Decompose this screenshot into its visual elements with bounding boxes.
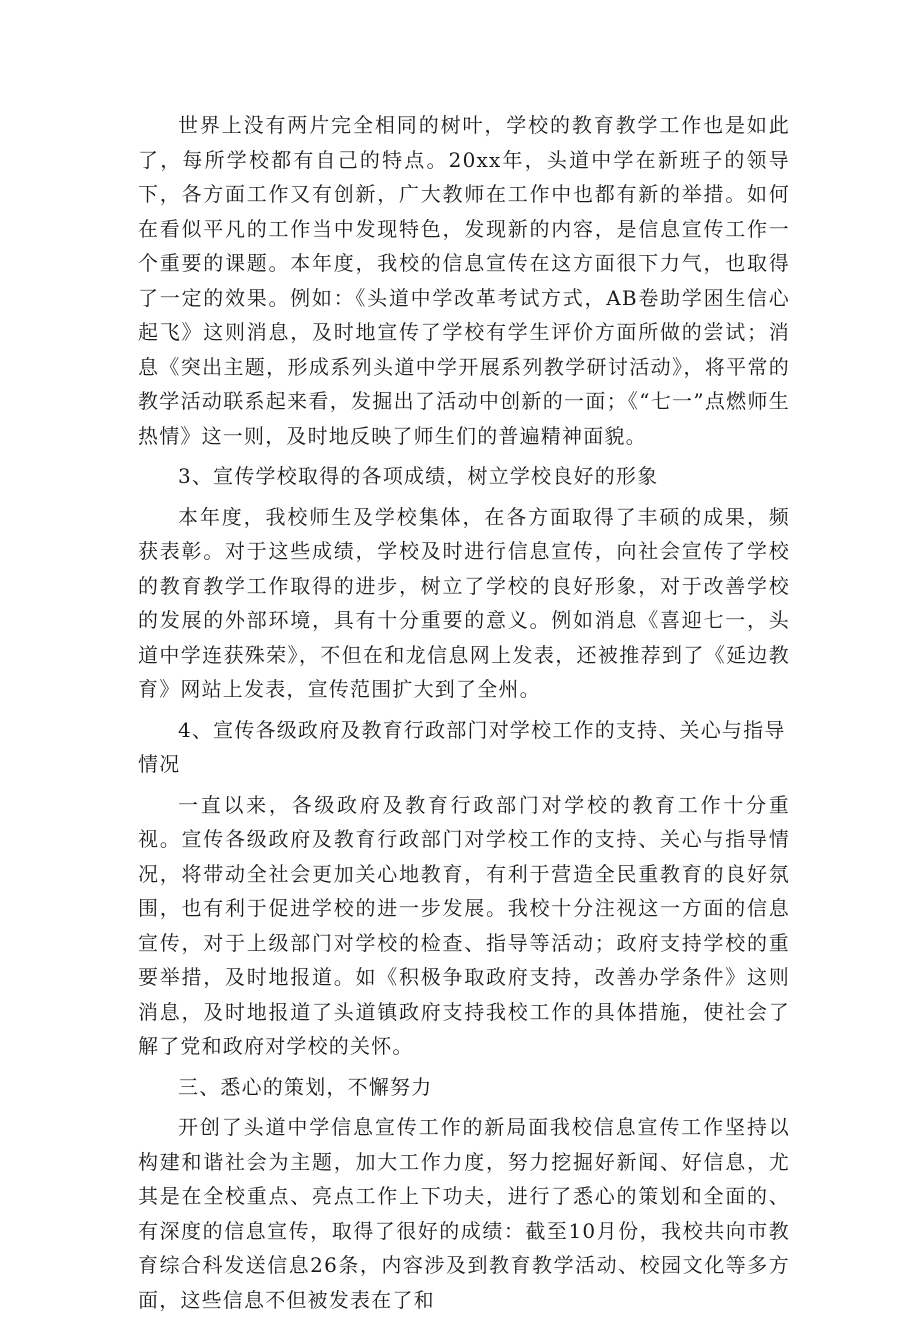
document-body — [138, 108, 790, 1317]
section-heading: 三、悉心的策划，不懈努力 — [178, 1074, 433, 1099]
section-heading: 3、宣传学校取得的各项成绩，树立学校良好的形象 — [178, 464, 659, 488]
section-heading: 4、宣传各级政府及教育行政部门对学校工作的支持、关心与指导情况 — [138, 717, 786, 776]
body-paragraph: 开创了头道中学信息宣传工作的新局面我校信息宣传工作坚持以构建和谐社会为主题，加大工作力度，努力挖掘好新闻、好信息，尤其是在全校重点、亮点工作上下功夫，进行了悉心的策划和全面的、有深度的信息宣传，取得了很好的成绩：截至10月份，我校共向市教育综合科发送信息26条，内容涉及到教育教学活动、校园文化等多方面，这些信息不但被发表在了和 — [138, 1115, 790, 1312]
body-paragraph: 世界上没有两片完全相同的树叶，学校的教育教学工作也是如此了，每所学校都有自己的特点。20xx年，头道中学在新班子的领导下，各方面工作又有创新，广大教师在工作中也都有新的举措。如何在看似平凡的工作当中发现特色，发现新的内容，是信息宣传工作一个重要的课题。本年度，我校的信息宣传在这方面很下力气，也取得了一定的效果。例如：《头道中学改革考试方式，AB卷助学困生信心起飞》这则消息，及时地宣传了学校有学生评价方面所做的尝试；消息《突出主题，形成系列头道中学开展系列教学研讨活动》，将平常的教学活动联系起来看，发掘出了活动中创新的一面；《“七一”点燃师生热情》这一则，及时地反映了师生们的普遍精神面貌。 — [138, 113, 790, 448]
body-paragraph: 本年度，我校师生及学校集体，在各方面取得了丰硕的成果，频获表彰。对于这些成绩，学校及时进行信息宣传，向社会宣传了学校的教育教学工作取得的进步，树立了学校的良好形象，对于改善学校的发展的外部环境，具有十分重要的意义。例如消息《喜迎七一，头道中学连获殊荣》，不但在和龙信息网上发表，还被推荐到了《延边教育》网站上发表，宣传范围扩大到了全州。 — [138, 504, 790, 701]
body-paragraph: 一直以来，各级政府及教育行政部门对学校的教育工作十分重视。宣传各级政府及教育行政部门对学校工作的支持、关心与指导情况，将带动全社会更加关心地教育，有利于营造全民重教育的良好氛围，也有利于促进学校的进一步发展。我校十分注视这一方面的信息宣传，对于上级部门对学校的检查、指导等活动；政府支持学校的重要举措，及时地报道。如《积极争取政府支持，改善办学条件》这则消息，及时地报道了头道镇政府支持我校工作的具体措施，使社会了解了党和政府对学校的关怀。 — [138, 792, 790, 1058]
